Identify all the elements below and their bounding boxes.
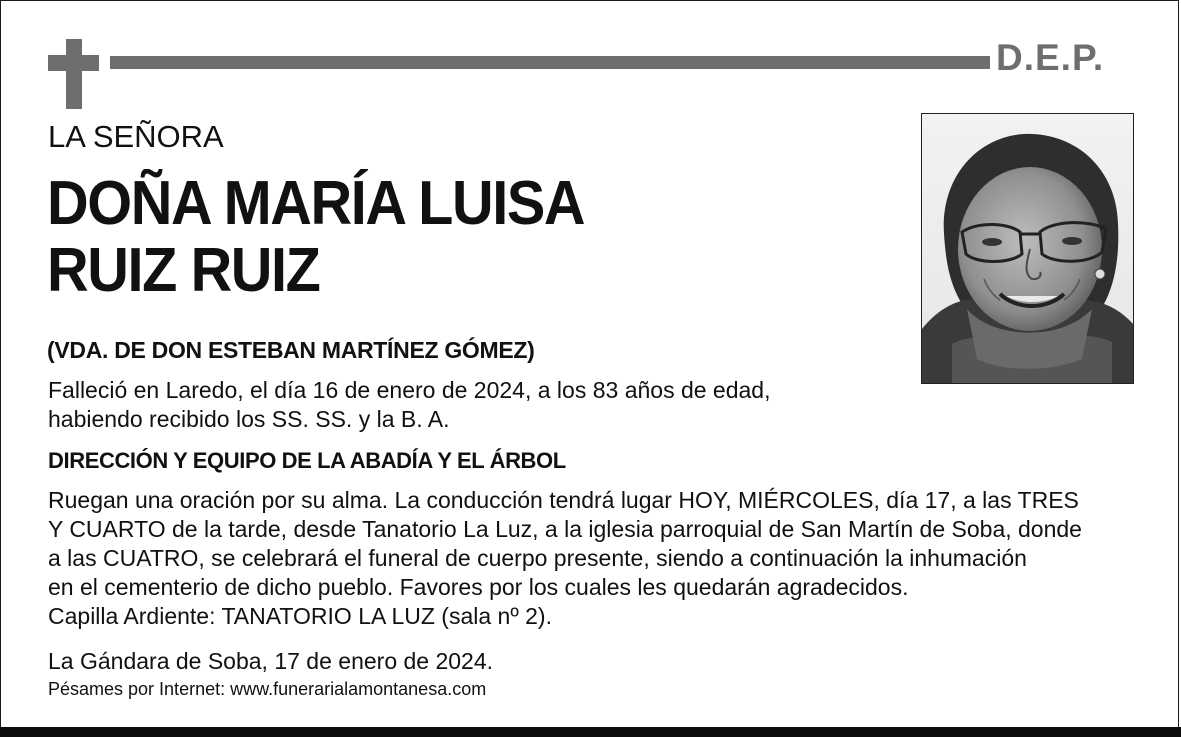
name-line-1: DOÑA MARÍA LUISA bbox=[47, 169, 585, 238]
ceremony-line-4: en el cementerio de dicho pueblo. Favores por los cuales les quedarán agradecidos. bbox=[48, 574, 909, 600]
portrait-illustration bbox=[922, 114, 1133, 383]
place-date: La Gándara de Soba, 17 de enero de 2024. bbox=[48, 648, 494, 674]
dep-label: D.E.P. bbox=[996, 37, 1105, 78]
honorific: LA SEÑORA bbox=[48, 119, 224, 154]
death-line-1: Falleció en Laredo, el día 16 de enero de 2024, a los 83 años de edad, bbox=[48, 377, 771, 403]
cross-icon bbox=[66, 39, 82, 109]
name-line-2: RUIZ RUIZ bbox=[47, 236, 320, 305]
ceremony-line-5: Capilla Ardiente: TANATORIO LA LUZ (sala nº 2). bbox=[48, 603, 552, 629]
bottom-rule bbox=[0, 727, 1181, 737]
header-rule bbox=[110, 56, 990, 69]
ceremony-details bbox=[48, 486, 1082, 631]
portrait-photo bbox=[921, 113, 1134, 384]
ceremony-line-1: Ruegan una oración por su alma. La conducción tendrá lugar HOY, MIÉRCOLES, día 17, a las TRES bbox=[48, 487, 1079, 513]
deceased-name bbox=[47, 170, 584, 304]
death-details bbox=[48, 376, 771, 434]
ceremony-line-3: a las CUATRO, se celebrará el funeral de cuerpo presente, siendo a continuación la inhumación bbox=[48, 545, 1027, 571]
condolences-line: Pésames por Internet: www.funerarialamontanesa.com bbox=[48, 679, 487, 699]
death-line-2: habiendo recibido los SS. SS. y la B. A. bbox=[48, 406, 450, 432]
mourners-heading: DIRECCIÓN Y EQUIPO DE LA ABADÍA Y EL ÁRBOL bbox=[48, 448, 566, 473]
ceremony-line-2: Y CUARTO de la tarde, desde Tanatorio La Luz, a la iglesia parroquial de San Martín de Soba, donde bbox=[48, 516, 1082, 542]
widow-of: (VDA. DE DON ESTEBAN MARTÍNEZ GÓMEZ) bbox=[47, 337, 535, 363]
cross-icon-bar bbox=[48, 55, 99, 71]
